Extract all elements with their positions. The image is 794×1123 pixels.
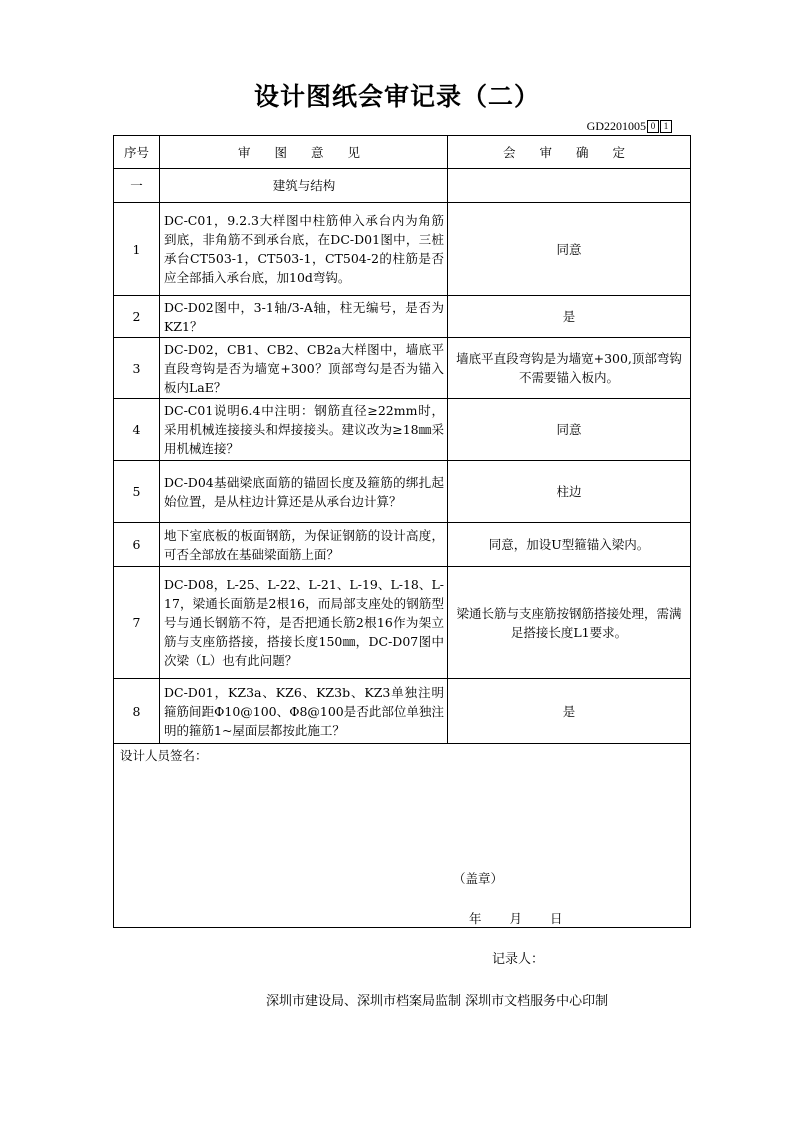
table-row <box>114 523 691 567</box>
table-header-row <box>114 136 691 169</box>
row-no: 6 <box>114 523 160 567</box>
row-opinion: DC-D02图中，3-1轴/3-A轴，柱无编号，是否为KZ1？ <box>160 296 448 338</box>
document-code-box-2: 1 <box>660 120 672 133</box>
section-result <box>448 169 691 203</box>
row-result: 是 <box>448 679 691 744</box>
row-result: 同意 <box>448 399 691 461</box>
document-code-prefix: GD2201005 <box>586 119 646 133</box>
header-opinion <box>160 136 448 169</box>
designer-signature-label: 设计人员签名： <box>120 748 208 763</box>
row-no: 5 <box>114 461 160 523</box>
row-opinion: DC-D02，CB1、CB2、CB2a大样图中，墙底平直段弯钩是否为墙宽+300？顶部弯勾是否为锚入板内LaE？ <box>160 338 448 399</box>
table-row <box>114 203 691 296</box>
document-code <box>587 119 672 134</box>
date-month: 月 <box>509 911 523 926</box>
row-opinion: DC-D08，L-25、L-22、L-21、L-19、L-18、L-17，梁通长面筋是2根16，而局部支座处的钢筋型号与通长钢筋不符，是否把通长筋2根16作为架立筋与支座筋搭接，搭接长度150㎜，DC-D07图中次梁（L）也有此问题？ <box>160 567 448 679</box>
date-year: 年 <box>469 911 482 926</box>
footer-text: 深圳市建设局、深圳市档案局监制 深圳市文档服务中心印制 <box>266 994 609 1009</box>
table-row <box>114 567 691 679</box>
table-row <box>114 399 691 461</box>
signature-cell <box>114 744 691 928</box>
row-result: 墙底平直段弯钩是为墙宽+300,顶部弯钩不需要锚入板内。 <box>448 338 691 399</box>
row-result: 同意，加设U型箍锚入梁内。 <box>448 523 691 567</box>
row-result: 同意 <box>448 203 691 296</box>
table-row <box>114 296 691 338</box>
table-row <box>114 338 691 399</box>
document-code-box-1: 0 <box>647 120 659 133</box>
row-result: 柱边 <box>448 461 691 523</box>
table-row <box>114 461 691 523</box>
signature-row <box>114 744 691 928</box>
row-no: 4 <box>114 399 160 461</box>
header-result-label: 会 审 确 定 <box>503 144 635 160</box>
row-no: 7 <box>114 567 160 679</box>
row-no: 8 <box>114 679 160 744</box>
row-opinion: DC-D01，KZ3a、KZ6、KZ3b、KZ3单独注明箍筋间距Φ10@100、Φ8@100是否此部位单独注明的箍筋1~屋面层都按此施工？ <box>160 679 448 744</box>
row-opinion: DC-C01，9.2.3大样图中柱筋伸入承台内为角筋到底，非角筋不到承台底，在DC-D01图中，三桩承台CT503-1，CT503-1，CT504-2的柱筋是否应全部插入承台底，加10d弯钩。 <box>160 203 448 296</box>
row-result: 是 <box>448 296 691 338</box>
row-opinion: DC-C01说明6.4中注明：钢筋直径≥22mm时，采用机械连接接头和焊接接头。建议改为≥18㎜采用机械连接？ <box>160 399 448 461</box>
section-label: 建筑与结构 <box>160 169 448 203</box>
page-title: 设计图纸会审记录（二） <box>253 82 540 111</box>
row-no: 3 <box>114 338 160 399</box>
date-day: 日 <box>550 911 563 926</box>
review-record-table <box>113 135 691 928</box>
row-opinion: 地下室底板的板面钢筋，为保证钢筋的设计高度，可否全部放在基础梁面筋上面？ <box>160 523 448 567</box>
header-opinion-label: 审 图 意 见 <box>238 144 370 160</box>
section-row <box>114 169 691 203</box>
section-no: 一 <box>114 169 160 203</box>
row-result: 梁通长筋与支座筋按钢筋搭接处理，需满足搭接长度L1要求。 <box>448 567 691 679</box>
signature-date <box>469 909 587 928</box>
recorder-label: 记录人： <box>492 952 545 967</box>
row-no: 1 <box>114 203 160 296</box>
header-no: 序号 <box>114 136 160 169</box>
row-no: 2 <box>114 296 160 338</box>
header-result <box>448 136 691 169</box>
table-row <box>114 679 691 744</box>
row-opinion: DC-D04基础梁底面筋的锚固长度及箍筋的绑扎起始位置，是从柱边计算还是从承台边计算？ <box>160 461 448 523</box>
seal-label: （盖章） <box>453 871 504 886</box>
